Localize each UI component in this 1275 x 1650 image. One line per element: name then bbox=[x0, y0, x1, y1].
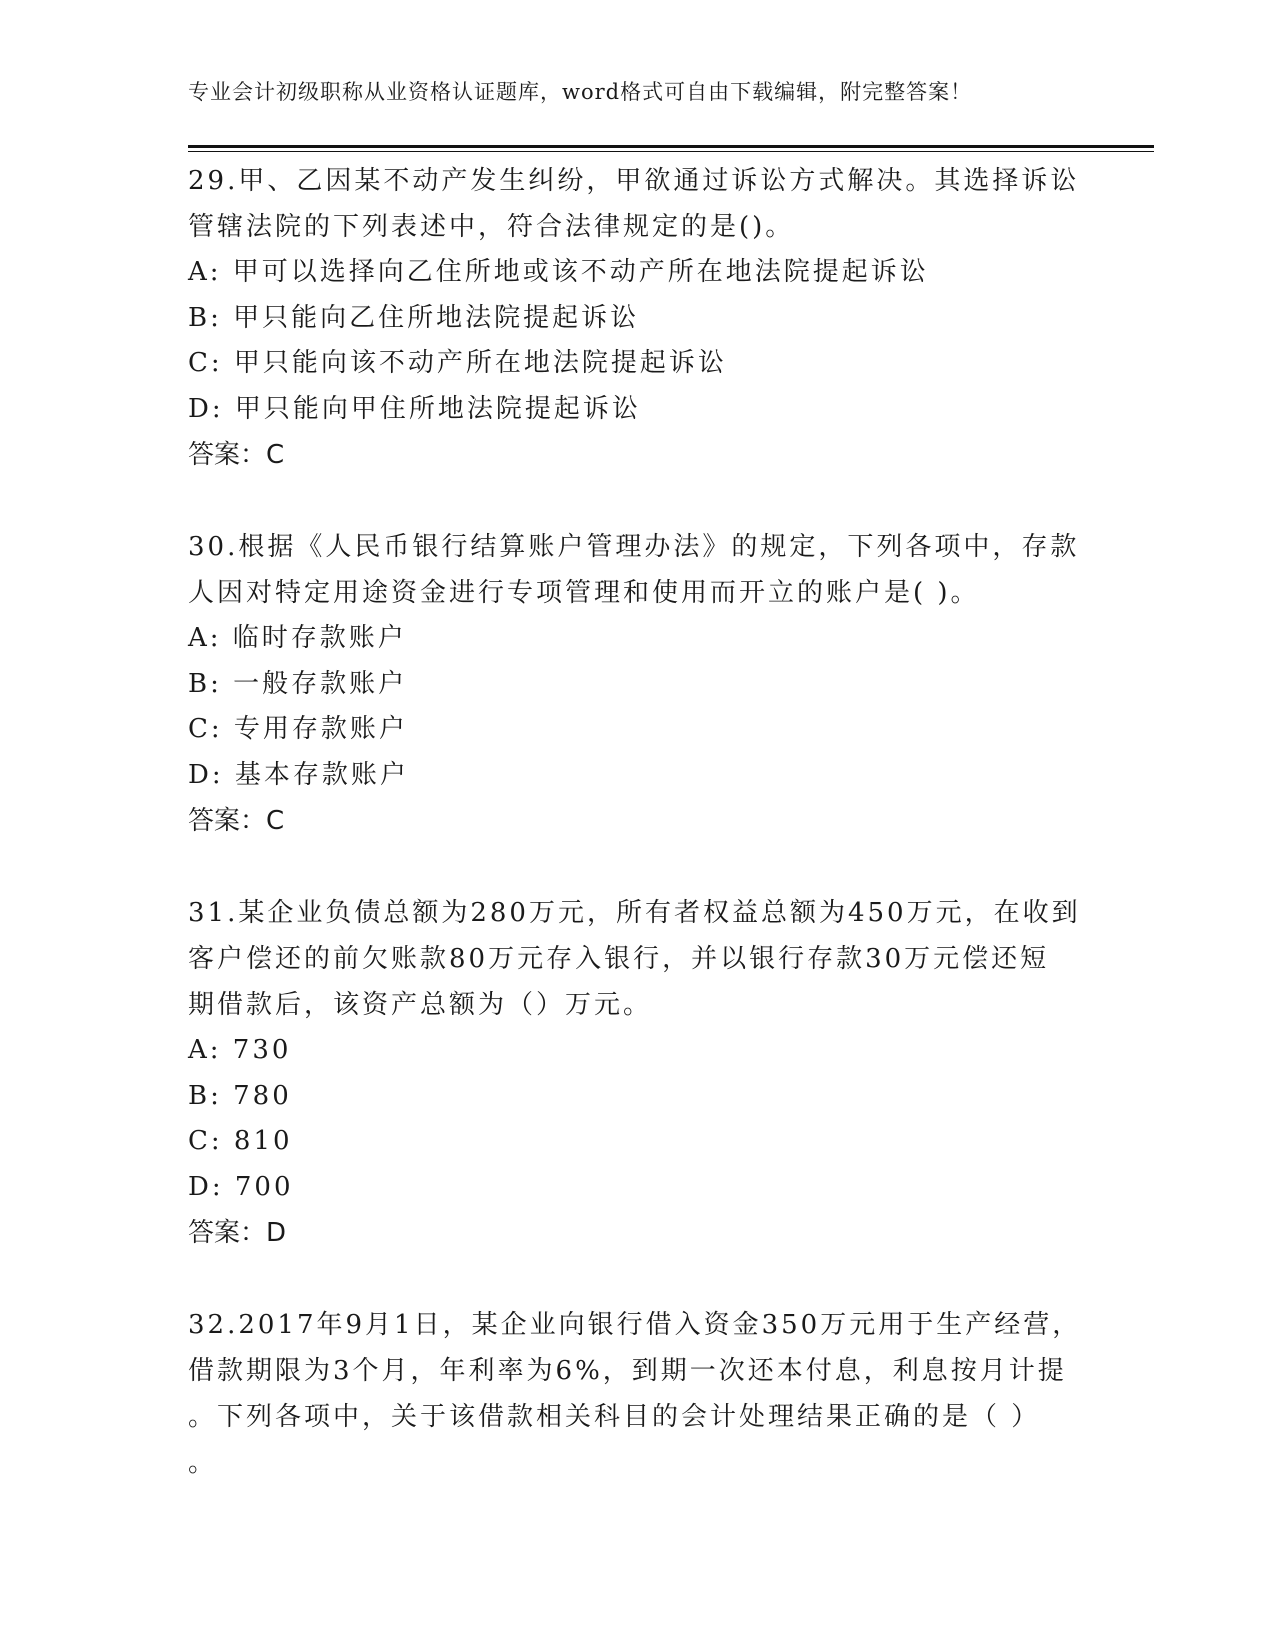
option-b: B: 一般存款账户 bbox=[188, 668, 408, 699]
question-text-line: 30.根据《人民币银行结算账户管理办法》的规定，下列各项中，存款 bbox=[188, 532, 1080, 562]
page-header: 专业会计初级职称从业资格认证题库，word格式可自由下载编辑，附完整答案！ bbox=[188, 80, 973, 104]
question-text-line: 。下列各项中，关于该借款相关科目的会计处理结果正确的是（ ） bbox=[188, 1402, 1041, 1432]
answer-line: 答案：D bbox=[188, 1218, 287, 1248]
question-text-line: 。 bbox=[188, 1448, 218, 1478]
header-rule-thick bbox=[188, 145, 1154, 148]
option-c: C: 专用存款账户 bbox=[188, 714, 408, 744]
question-text-line: 借款期限为3个月，年利率为6%，到期一次还本付息，利息按月计提 bbox=[188, 1356, 1067, 1386]
option-d: D: 甲只能向甲住所地法院提起诉讼 bbox=[188, 393, 641, 424]
option-b: B: 780 bbox=[188, 1080, 292, 1111]
question-text-line: 人因对特定用途资金进行专项管理和使用而开立的账户是( )。 bbox=[188, 578, 980, 608]
question-30 bbox=[188, 524, 1088, 844]
question-text-line: 期借款后，该资产总额为（）万元。 bbox=[188, 990, 653, 1020]
option-c: C: 甲只能向该不动产所在地法院提起诉讼 bbox=[188, 348, 727, 378]
option-d: D: 基本存款账户 bbox=[188, 759, 409, 790]
question-list bbox=[188, 158, 1088, 1532]
answer-line: 答案：C bbox=[188, 440, 285, 470]
question-31 bbox=[188, 890, 1088, 1256]
question-text-line: 31.某企业负债总额为280万元，所有者权益总额为450万元，在收到 bbox=[188, 898, 1081, 928]
option-b: B: 甲只能向乙住所地法院提起诉讼 bbox=[188, 302, 640, 333]
question-text-line: 管辖法院的下列表述中，符合法律规定的是()。 bbox=[188, 212, 795, 242]
question-text-line: 32.2017年9月1日，某企业向银行借入资金350万元用于生产经营， bbox=[188, 1310, 1082, 1340]
question-text-line: 客户偿还的前欠账款80万元存入银行，并以银行存款30万元偿还短 bbox=[188, 944, 1050, 974]
option-c: C: 810 bbox=[188, 1126, 293, 1156]
answer-line: 答案：C bbox=[188, 806, 285, 836]
option-d: D: 700 bbox=[188, 1171, 294, 1202]
question-29 bbox=[188, 158, 1088, 478]
option-a: A: 甲可以选择向乙住所地或该不动产所在地法院提起诉讼 bbox=[188, 257, 929, 287]
question-text-line: 29.甲、乙因某不动产发生纠纷，甲欲通过诉讼方式解决。其选择诉讼 bbox=[188, 166, 1080, 196]
header-rule-thin bbox=[188, 151, 1154, 152]
option-a: A: 临时存款账户 bbox=[188, 623, 407, 653]
question-32 bbox=[188, 1302, 1088, 1486]
option-a: A: 730 bbox=[188, 1035, 292, 1065]
